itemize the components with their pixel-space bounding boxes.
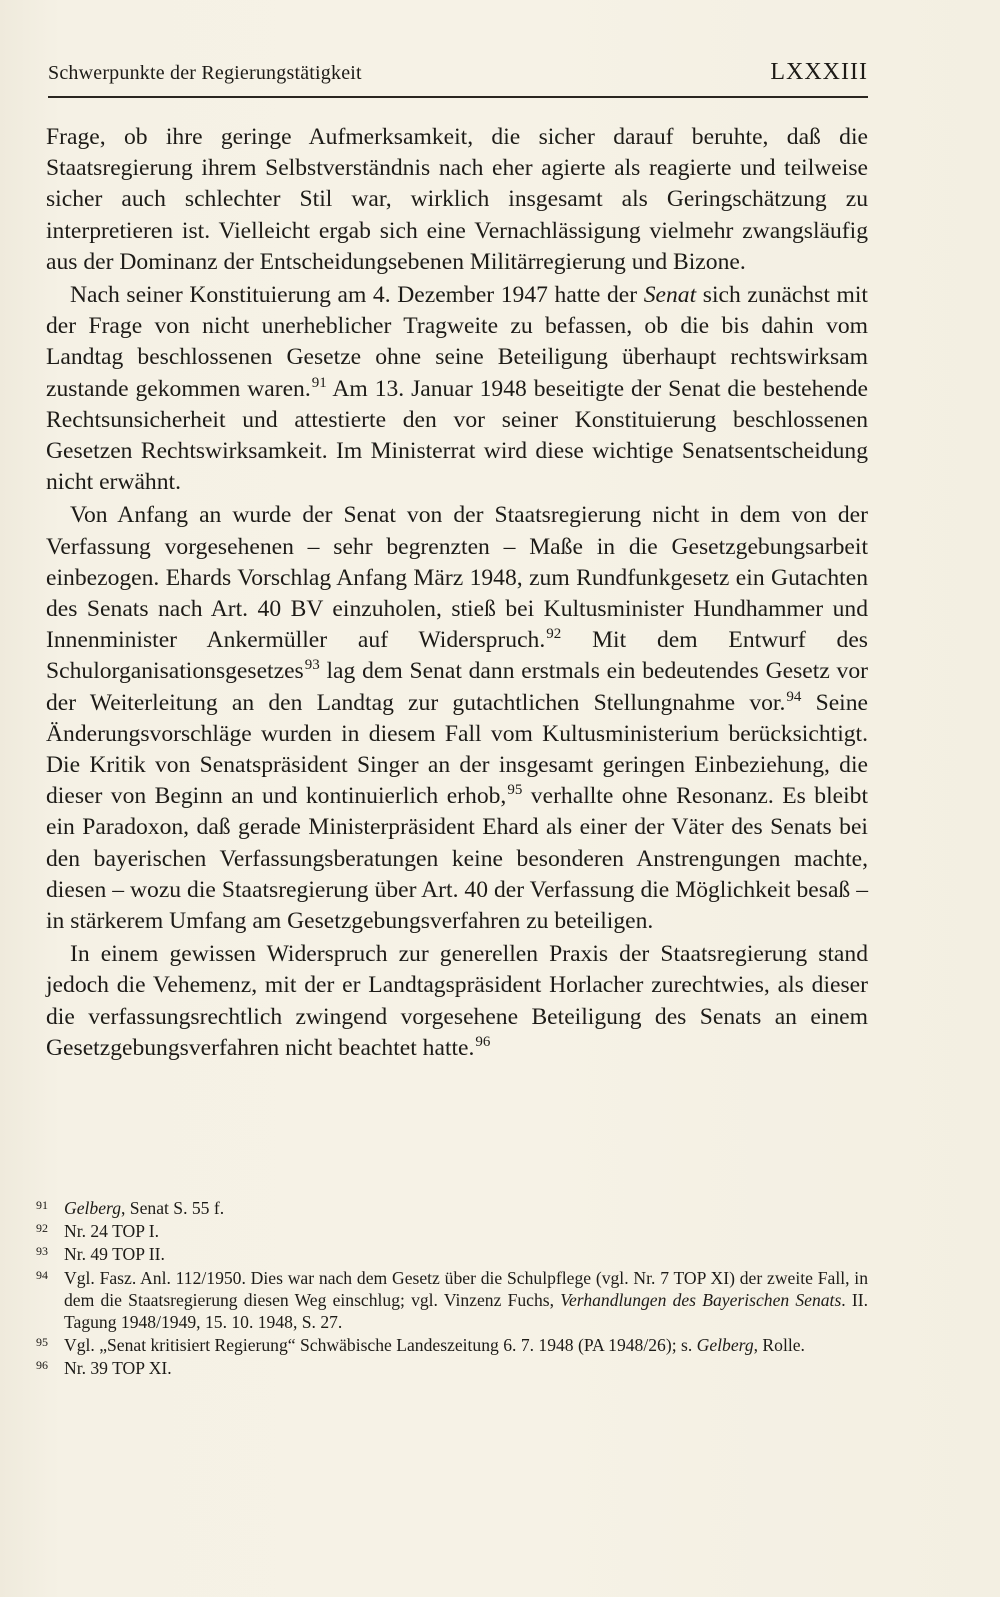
text-run: sich zunächst mit der Frage von nicht unerheblicher Tragweite zu befassen, ob die bis dahin vom Landtag beschlossenen Gesetze ohne seine Beteiligung überhaupt rechtswirksam zustande gekommen waren. — [46, 282, 868, 402]
footnote-text: Vgl. „Senat kritisiert Regierung“ Schwäbische Landeszeitung 6. 7. 1948 (PA 1948/26); s. — [64, 1335, 697, 1356]
paragraph-4 — [46, 939, 868, 1064]
footnote-number: 93 — [36, 1244, 48, 1259]
footnote-number: 91 — [36, 1198, 48, 1212]
footnote-text: Nr. 39 TOP XI. — [64, 1358, 172, 1379]
page-number: LXXXIII — [770, 59, 868, 85]
paragraph-3 — [46, 500, 868, 937]
text-run: Am 13. Januar 1948 beseitigte der Senat die bestehende Rechtsunsicherheit und attestierte den vor seiner Konstituierung beschlossenen Gesetzen Rechtswirksamkeit. Im Ministerrat wird diese wichtige Senatsentscheidung nicht erwähnt. — [46, 375, 868, 496]
footnote-text: Vgl. Fasz. Anl. 112/1950. Dies war nach dem Gesetz über die Schulpflege (vgl. Nr. 7 TOP XI) der zweite Fall, in dem die Staatsregierung diesen Weg einschlug; vgl. Vinzenz Fuchs, — [64, 1267, 868, 1310]
running-head: Schwerpunkte der Regierungstätigkeit — [48, 62, 362, 84]
paragraph-1: Frage, ob ihre geringe Aufmerksamkeit, die sicher darauf beruhte, daß die Staatsregierung ihrem Selbstverständnis nach eher agierte als reagierte und teilweise sicher auch schlechter Stil war, wirklich insgesamt als Geringschätzung zu interpretieren ist. Vielleicht ergab sich eine Vernachlässigung vielmehr zwangsläufig aus der Dominanz der Entscheidungsebenen Militärregierung und Bizone. — [46, 124, 868, 275]
footnote-94 — [36, 1267, 868, 1334]
body-text — [46, 122, 868, 1064]
emphasis-senat: Senat — [643, 282, 697, 309]
text-run: In einem gewissen Widerspruch zur generellen Praxis der Staatsregierung stand jedoch die Vehemenz, mit der er Landtagspräsident Horlacher zurechtwies, als dieser die verfassungsrechtlich zwingend vorgesehene Beteiligung des Senats an einem Gesetzgebungsverfahren nicht beachtet hatte. — [46, 941, 868, 1061]
footnote-number: 92 — [36, 1221, 48, 1236]
footnote-text: Nr. 24 TOP I. — [64, 1221, 159, 1242]
footnote-emphasis: Gelberg — [64, 1198, 121, 1218]
text-run: Von Anfang an wurde der Senat von der Staatsregierung nicht in dem von der Verfassung vorgesehenen – sehr begrenzten – Maße in die Gesetzgebungsarbeit einbezogen. Ehards Vorschlag Anfang März 1948, zum Rundfunkgesetz ein Gutachten des Senats nach Art. 40 BV einzuholen, stieß bei Kultusminister Hundhammer und Innenminister Ankermüller auf Widerspruch. — [46, 502, 868, 654]
footnote-number: 96 — [36, 1358, 48, 1373]
footnote-number: 95 — [36, 1335, 48, 1350]
footnote-number: 94 — [36, 1267, 48, 1282]
paragraph-2 — [46, 280, 868, 498]
footnote-text: , Rolle. — [753, 1335, 805, 1356]
text-run: Mit dem Entwurf des Schulorganisationsgesetzes — [46, 627, 868, 685]
footnote-ref-93[interactable]: 93 — [304, 657, 320, 674]
footnote-text: Nr. 49 TOP II. — [64, 1244, 165, 1265]
footnote-text: . II. Tagung 1948/1949, 15. 10. 1948, S. 27. — [64, 1289, 868, 1333]
footnote-ref-91[interactable]: 91 — [311, 374, 327, 391]
text-run: Nach seiner Konstituierung am 4. Dezember 1947 hatte der — [70, 282, 644, 309]
footnote-ref-96[interactable]: 96 — [475, 1033, 491, 1050]
footnote-92 — [36, 1220, 868, 1242]
page-header — [48, 58, 868, 98]
footnote-95 — [36, 1334, 868, 1356]
footnote-text: , Senat S. 55 f. — [121, 1198, 225, 1218]
footnote-ref-95[interactable]: 95 — [507, 782, 523, 799]
text-run: Seine Änderungsvorschläge wurden in diesem Fall vom Kultusministerium berücksichtigt. Die Kritik von Senatspräsident Singer an der insgesamt geringen Einbeziehung, die dieser von Beginn an und kontinuierlich erhob, — [46, 689, 868, 810]
text-run: lag dem Senat dann erstmals ein bedeutendes Gesetz vor der Weiterleitung an den Landtag zur gutachtlichen Stellungnahme vor. — [46, 658, 868, 716]
footnote-91 — [36, 1197, 868, 1219]
text-run: verhallte ohne Resonanz. Es bleibt ein Paradoxon, daß gerade Ministerpräsident Ehard als einer der Väter des Senats bei den bayerischen Verfassungsberatungen keine besonderen Anstrengungen machte, diesen – wozu die Staatsregierung über Art. 40 der Verfassung die Möglichkeit besaß – in stärkerem Umfang am Gesetzgebungsverfahren zu beteiligen. — [46, 783, 869, 935]
footnote-93 — [36, 1243, 868, 1265]
footnote-emphasis: Gelberg — [696, 1335, 754, 1356]
footnote-ref-92[interactable]: 92 — [546, 626, 562, 643]
footnote-96 — [36, 1357, 868, 1379]
footnotes — [36, 1197, 868, 1381]
footnote-emphasis: Verhandlungen des Bayerischen Senats — [560, 1289, 842, 1310]
footnote-ref-94[interactable]: 94 — [786, 688, 802, 705]
